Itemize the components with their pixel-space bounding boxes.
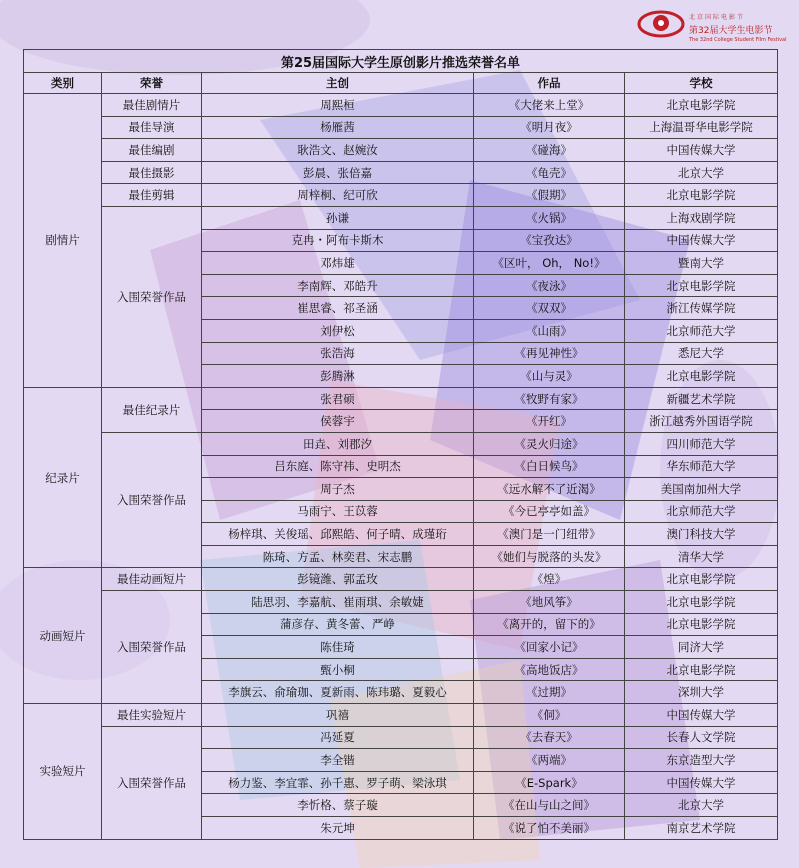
honor-cell: 最佳实验短片 bbox=[102, 704, 202, 727]
school-cell: 北京师范大学 bbox=[625, 500, 778, 523]
creator-cell: 周子杰 bbox=[202, 478, 474, 501]
creator-cell: 彭腾淋 bbox=[202, 365, 474, 388]
school-cell: 中国传媒大学 bbox=[625, 229, 778, 252]
school-cell: 北京大学 bbox=[625, 794, 778, 817]
creator-cell: 李忻格、蔡子璇 bbox=[202, 794, 474, 817]
creator-cell: 耿浩文、赵婉汝 bbox=[202, 139, 474, 162]
school-cell: 同济大学 bbox=[625, 636, 778, 659]
work-cell: 《碰海》 bbox=[474, 139, 625, 162]
creator-cell: 蒲彦存、黄冬蕾、严峥 bbox=[202, 613, 474, 636]
creator-cell: 吕东庭、陈守祎、史明杰 bbox=[202, 455, 474, 478]
school-cell: 中国传媒大学 bbox=[625, 704, 778, 727]
school-cell: 悉尼大学 bbox=[625, 342, 778, 365]
creator-cell: 田垚、刘郡汐 bbox=[202, 432, 474, 455]
creator-cell: 马雨宁、王苡蓉 bbox=[202, 500, 474, 523]
creator-cell: 侯蓉宇 bbox=[202, 410, 474, 433]
creator-cell: 陈佳琦 bbox=[202, 636, 474, 659]
creator-cell: 杨梓琪、关俊瑶、邱熙皓、何子晴、成瑾珩 bbox=[202, 523, 474, 546]
creator-cell: 杨雁茜 bbox=[202, 116, 474, 139]
creator-cell: 周熙桓 bbox=[202, 94, 474, 117]
table-row bbox=[24, 184, 778, 207]
school-cell: 长春人文学院 bbox=[625, 726, 778, 749]
school-cell: 北京电影学院 bbox=[625, 613, 778, 636]
work-cell: 《远水解不了近渴》 bbox=[474, 478, 625, 501]
creator-cell: 冯延夏 bbox=[202, 726, 474, 749]
logo-line2: 第32届大学生电影节 bbox=[689, 26, 773, 36]
school-cell: 东京造型大学 bbox=[625, 749, 778, 772]
school-cell: 浙江越秀外国语学院 bbox=[625, 410, 778, 433]
school-cell: 华东师范大学 bbox=[625, 455, 778, 478]
table-row bbox=[24, 206, 778, 229]
work-cell: 《山雨》 bbox=[474, 319, 625, 342]
school-cell: 北京电影学院 bbox=[625, 568, 778, 591]
work-cell: 《今已亭亭如盖》 bbox=[474, 500, 625, 523]
creator-cell: 周梓桐、纪可欣 bbox=[202, 184, 474, 207]
school-cell: 北京电影学院 bbox=[625, 184, 778, 207]
work-cell: 《在山与山之间》 bbox=[474, 794, 625, 817]
work-cell: 《山与灵》 bbox=[474, 365, 625, 388]
school-cell: 清华大学 bbox=[625, 545, 778, 568]
honor-cell: 最佳纪录片 bbox=[102, 387, 202, 432]
work-cell: 《再见神性》 bbox=[474, 342, 625, 365]
work-cell: 《区叶， Oh， No!》 bbox=[474, 252, 625, 275]
honor-cell: 入围荣誉作品 bbox=[102, 206, 202, 387]
work-cell: 《宝孜达》 bbox=[474, 229, 625, 252]
table-row bbox=[24, 704, 778, 727]
school-cell: 南京艺术学院 bbox=[625, 817, 778, 840]
honor-cell: 最佳导演 bbox=[102, 116, 202, 139]
school-cell: 北京师范大学 bbox=[625, 319, 778, 342]
school-cell: 中国传媒大学 bbox=[625, 139, 778, 162]
creator-cell: 巩禧 bbox=[202, 704, 474, 727]
column-header: 作品 bbox=[474, 73, 625, 94]
work-cell: 《高地饭店》 bbox=[474, 658, 625, 681]
work-cell: 《地风筝》 bbox=[474, 591, 625, 614]
creator-cell: 刘伊松 bbox=[202, 319, 474, 342]
creator-cell: 李旗云、俞瑜珈、夏新雨、陈玮璐、夏毅心 bbox=[202, 681, 474, 704]
work-cell: 《牧野有家》 bbox=[474, 387, 625, 410]
school-cell: 北京电影学院 bbox=[625, 365, 778, 388]
school-cell: 上海戏剧学院 bbox=[625, 206, 778, 229]
school-cell: 北京电影学院 bbox=[625, 658, 778, 681]
festival-eye-icon bbox=[637, 6, 685, 42]
work-cell: 《离开的，留下的》 bbox=[474, 613, 625, 636]
honor-cell: 入围荣誉作品 bbox=[102, 432, 202, 568]
work-cell: 《说了怕不美丽》 bbox=[474, 817, 625, 840]
school-cell: 新疆艺术学院 bbox=[625, 387, 778, 410]
school-cell: 浙江传媒学院 bbox=[625, 297, 778, 320]
work-cell: 《龟壳》 bbox=[474, 161, 625, 184]
creator-cell: 张君硕 bbox=[202, 387, 474, 410]
honor-cell: 最佳剧情片 bbox=[102, 94, 202, 117]
column-header: 主创 bbox=[202, 73, 474, 94]
school-cell: 北京电影学院 bbox=[625, 94, 778, 117]
school-cell: 上海温哥华电影学院 bbox=[625, 116, 778, 139]
school-cell: 北京电影学院 bbox=[625, 591, 778, 614]
honor-cell: 入围荣誉作品 bbox=[102, 591, 202, 704]
table-header-row bbox=[24, 73, 778, 94]
honor-list-table bbox=[23, 49, 778, 840]
table-row bbox=[24, 591, 778, 614]
table-row bbox=[24, 387, 778, 410]
work-cell: 《明月夜》 bbox=[474, 116, 625, 139]
creator-cell: 克冉・阿布卡斯木 bbox=[202, 229, 474, 252]
creator-cell: 崔思睿、祁圣涵 bbox=[202, 297, 474, 320]
honor-cell: 入围荣誉作品 bbox=[102, 726, 202, 839]
work-cell: 《开红》 bbox=[474, 410, 625, 433]
creator-cell: 李南辉、邓皓升 bbox=[202, 274, 474, 297]
column-header: 学校 bbox=[625, 73, 778, 94]
table-row bbox=[24, 94, 778, 117]
table-row bbox=[24, 139, 778, 162]
honor-cell: 最佳动画短片 bbox=[102, 568, 202, 591]
work-cell: 《双双》 bbox=[474, 297, 625, 320]
creator-cell: 彭镜潍、郭孟玫 bbox=[202, 568, 474, 591]
column-header: 荣誉 bbox=[102, 73, 202, 94]
school-cell: 深圳大学 bbox=[625, 681, 778, 704]
creator-cell: 李全锴 bbox=[202, 749, 474, 772]
creator-cell: 陈琦、方孟、林奕君、宋志鹏 bbox=[202, 545, 474, 568]
festival-logo bbox=[637, 6, 787, 46]
work-cell: 《去春天》 bbox=[474, 726, 625, 749]
work-cell: 《煌》 bbox=[474, 568, 625, 591]
creator-cell: 陆思羽、李嘉航、崔雨琪、余敏婕 bbox=[202, 591, 474, 614]
work-cell: 《火锅》 bbox=[474, 206, 625, 229]
table-row bbox=[24, 161, 778, 184]
honor-cell: 最佳剪辑 bbox=[102, 184, 202, 207]
column-header: 类别 bbox=[24, 73, 102, 94]
creator-cell: 彭晨、张倍嘉 bbox=[202, 161, 474, 184]
table-row bbox=[24, 568, 778, 591]
category-cell: 动画短片 bbox=[24, 568, 102, 704]
work-cell: 《E-Spark》 bbox=[474, 771, 625, 794]
creator-cell: 杨力鉴、李宜霏、孙千惠、罗子萌、梁泳琪 bbox=[202, 771, 474, 794]
school-cell: 中国传媒大学 bbox=[625, 771, 778, 794]
logo-line1: 北京国际电影节 bbox=[689, 14, 746, 21]
work-cell: 《白日候鸟》 bbox=[474, 455, 625, 478]
category-cell: 纪录片 bbox=[24, 387, 102, 568]
work-cell: 《两端》 bbox=[474, 749, 625, 772]
logo-line3: The 32nd College Student Film Festival bbox=[689, 37, 787, 43]
creator-cell: 邓炜雄 bbox=[202, 252, 474, 275]
school-cell: 澳门科技大学 bbox=[625, 523, 778, 546]
category-cell: 实验短片 bbox=[24, 704, 102, 840]
work-cell: 《夜泳》 bbox=[474, 274, 625, 297]
work-cell: 《灵火归途》 bbox=[474, 432, 625, 455]
creator-cell: 甄小桐 bbox=[202, 658, 474, 681]
school-cell: 北京大学 bbox=[625, 161, 778, 184]
work-cell: 《她们与脱落的头发》 bbox=[474, 545, 625, 568]
table-row bbox=[24, 432, 778, 455]
work-cell: 《澳门是一门纽带》 bbox=[474, 523, 625, 546]
honor-cell: 最佳摄影 bbox=[102, 161, 202, 184]
table-title: 第25届国际大学生原创影片推选荣誉名单 bbox=[24, 50, 778, 73]
creator-cell: 孙谦 bbox=[202, 206, 474, 229]
school-cell: 四川师范大学 bbox=[625, 432, 778, 455]
work-cell: 《回家小记》 bbox=[474, 636, 625, 659]
table-row bbox=[24, 116, 778, 139]
category-cell: 剧情片 bbox=[24, 94, 102, 388]
honor-cell: 最佳编剧 bbox=[102, 139, 202, 162]
work-cell: 《过期》 bbox=[474, 681, 625, 704]
table-row bbox=[24, 726, 778, 749]
school-cell: 美国南加州大学 bbox=[625, 478, 778, 501]
work-cell: 《假期》 bbox=[474, 184, 625, 207]
work-cell: 《大佬来上堂》 bbox=[474, 94, 625, 117]
work-cell: 《侗》 bbox=[474, 704, 625, 727]
creator-cell: 张浩海 bbox=[202, 342, 474, 365]
creator-cell: 朱元坤 bbox=[202, 817, 474, 840]
school-cell: 暨南大学 bbox=[625, 252, 778, 275]
table-body bbox=[24, 94, 778, 840]
school-cell: 北京电影学院 bbox=[625, 274, 778, 297]
